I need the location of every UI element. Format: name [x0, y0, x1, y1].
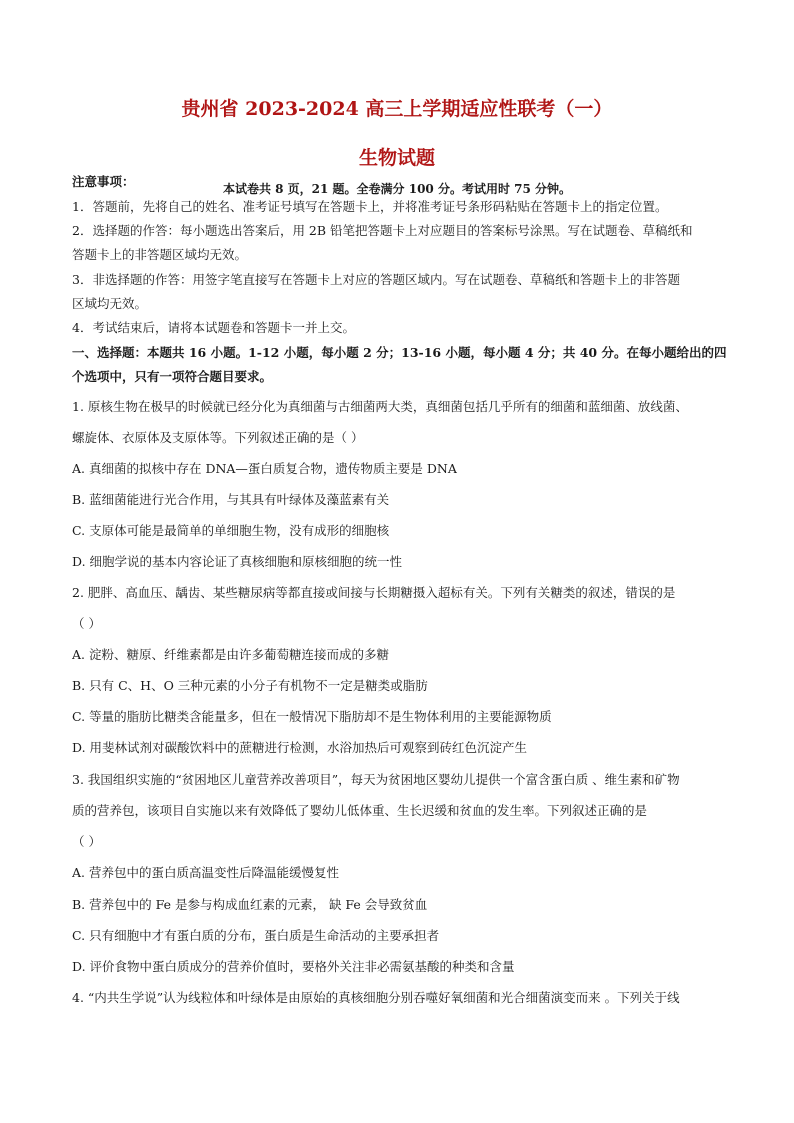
question-2-option-a: A. 淀粉、糖原、纤维素都是由许多葡萄糖连接而成的多糖: [72, 647, 389, 662]
question-2-option-c: C. 等量的脂肪比糖类含能量多，但在一般情况下脂肪却不是生物体利用的主要能源物质: [72, 709, 552, 724]
question-3-stem: 3. 我国组织实施的“贫困地区儿童营养改善项目”，每天为贫困地区婴幼儿提供一个富含蛋白质 、维生素和矿物: [72, 772, 680, 787]
question-3-option-d: D. 评价食物中蛋白质成分的营养价值时，要格外关注非必需氨基酸的种类和含量: [72, 959, 515, 974]
notice-item-3: 3．非选择题的作答：用签字笔直接写在答题卡上对应的答题区域内。写在试题卷、草稿纸和答题卡上的非答题: [72, 272, 680, 287]
question-1-stem: 1. 原核生物在极早的时候就已经分化为真细菌与古细菌两大类，真细菌包括几乎所有的细菌和蓝细菌、放线菌、: [72, 399, 688, 414]
question-1-option-c: C. 支原体可能是最简单的单细胞生物，没有成形的细胞核: [72, 523, 390, 538]
question-3-option-c: C. 只有细胞中才有蛋白质的分布，蛋白质是生命活动的主要承担者: [72, 928, 440, 943]
question-3-stem-cont-2: （ ）: [72, 834, 101, 849]
question-2-option-d: D. 用斐林试剂对碳酸饮料中的蔗糖进行检测，水浴加热后可观察到砖红色沉淀产生: [72, 740, 528, 755]
question-3-option-b: B. 营养包中的 Fe 是参与构成血红素的元素， 缺 Fe 会导致贫血: [72, 897, 428, 912]
question-4-stem: 4. “内共生学说”认为线粒体和叶绿体是由原始的真核细胞分别吞噬好氧细菌和光合细菌演变而来 。下列关于线: [72, 990, 680, 1005]
notice-item-1: 1．答题前，先将自己的姓名、准考证号填写在答题卡上，并将准考证号条形码粘贴在答题卡上的指定位置。: [72, 199, 668, 214]
question-3-option-a: A. 营养包中的蛋白质高温变性后降温能缓慢复性: [72, 865, 339, 880]
question-2-stem-cont: （ ）: [72, 616, 101, 631]
section-heading-cont: 个选项中，只有一项符合题目要求。: [72, 369, 273, 384]
question-2-option-b: B. 只有 C、H、O 三种元素的小分子有机物不一定是糖类或脂肪: [72, 678, 428, 693]
question-1-option-b: B. 蓝细菌能进行光合作用，与其具有叶绿体及藻蓝素有关: [72, 492, 390, 507]
notice-item-3-cont: 区域均无效。: [72, 296, 148, 311]
notice-item-2-cont: 答题卡上的非答题区域均无效。: [72, 247, 248, 262]
exam-title: 贵州省 2023-2024 高三上学期适应性联考（一）: [181, 98, 613, 120]
notice-item-2: 2．选择题的作答：每小题选出答案后，用 2B 铅笔把答题卡上对应题目的答案标号涂黑。写在试题卷、草稿纸和: [72, 223, 693, 238]
question-1-option-a: A. 真细菌的拟核中存在 DNA—蛋白质复合物，遗传物质主要是 DNA: [72, 461, 457, 476]
notice-item-4: 4．考试结束后，请将本试题卷和答题卡一并上交。: [72, 320, 355, 335]
question-1-option-d: D. 细胞学说的基本内容论证了真核细胞和原核细胞的统一性: [72, 554, 403, 569]
question-2-stem: 2. 肥胖、高血压、龋齿、某些糖尿病等都直接或间接与长期糖摄入超标有关。下列有关糖类的叙述，错误的是: [72, 585, 676, 600]
question-3-stem-cont-1: 质的营养包，该项目自实施以来有效降低了婴幼儿低体重、生长迟缓和贫血的发生率。下列叙述正确的是: [72, 803, 648, 818]
section-heading: 一、选择题：本题共 16 小题。1-12 小题，每小题 2 分；13-16 小题，每小题 4 分；共 40 分。在每小题给出的四: [72, 345, 727, 360]
question-1-stem-cont: 螺旋体、衣原体及支原体等。下列叙述正确的是（ ）: [72, 430, 364, 445]
subject-title: 生物试题: [358, 147, 435, 169]
notice-heading: 注意事项：: [72, 174, 135, 189]
exam-summary: 本试卷共 8 页，21 题。全卷满分 100 分。考试用时 75 分钟。: [222, 182, 572, 196]
